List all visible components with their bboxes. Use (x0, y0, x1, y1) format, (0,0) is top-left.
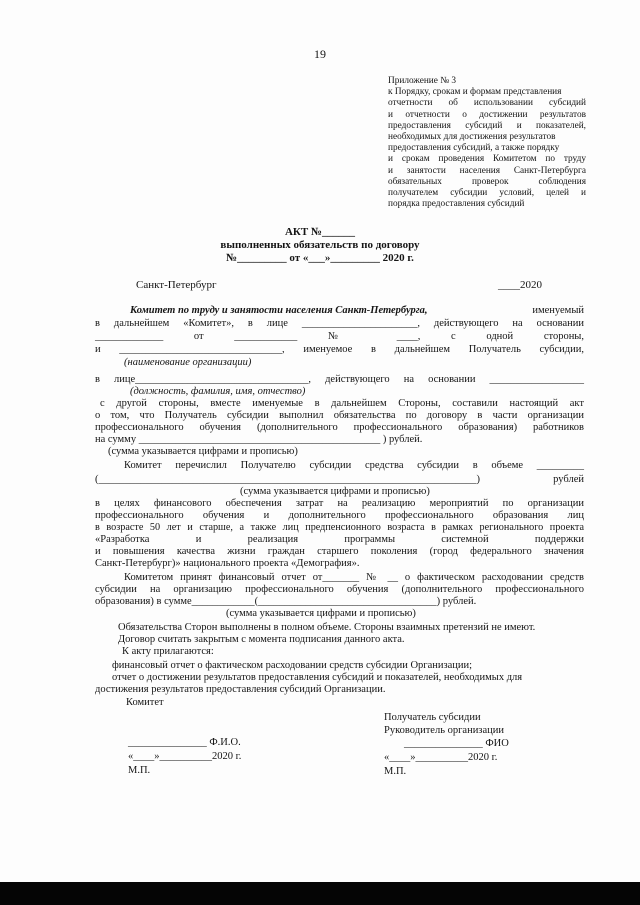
attachment-financial-report: финансовый отчет о фактическом расходовании средств субсидии Организации; (112, 660, 473, 671)
para4-line2: (________________________________________________________________________) рублей (95, 474, 584, 485)
annex-line: необходимых для достижения результатов (388, 132, 556, 143)
para2-line1: в лице_________________________________, действующего на основании __________________ (95, 374, 584, 385)
para6-line1: Комитетом принят финансовый отчет от_______ № __ о фактическом расходовании средств (124, 572, 584, 583)
sign-recipient-title: Получатель субсидии (384, 712, 481, 723)
para5-line4: «Разработка и реализация программы системной поддержки (95, 534, 584, 545)
para5-line3: в возрасте 50 лет и старше, а также лиц предпенсионного возраста в рамках регионального проекта (95, 522, 584, 533)
para1-line4: и _______________________________, именуемое в дальнейшем Получатель субсидии, (95, 344, 584, 355)
para1-line2: в дальнейшем «Комитет», в лице ______________________, действующего на основании (95, 318, 584, 329)
scan-border (0, 882, 640, 905)
sign-committee-date: «____»__________2020 г. (128, 751, 242, 762)
page-number: 19 (314, 47, 326, 61)
contract-closed: Договор считать закрытым с момента подписания данного акта. (118, 634, 405, 645)
sign-recipient-role: Руководитель организации (384, 725, 504, 736)
para5-line6: Санкт-Петербург)» национального проекта «Демография». (95, 558, 360, 569)
annex-line: обязательных проверок соблюдения (388, 176, 586, 187)
attachment-results-report-line1: отчет о достижении результатов предоставления субсидий и показателей, необходимых для (112, 672, 523, 683)
act-contract-number: №_________ от «___»_________ 2020 г. (226, 252, 414, 264)
act-title: АКТ №______ (284, 226, 356, 238)
annex-heading: Приложение № 3 (388, 76, 457, 86)
position-caption: (должность, фамилия, имя, отчество) (130, 386, 306, 397)
annex-line: получателем субсидии условий, целей и (388, 188, 586, 199)
para6-line2: субсидии на организацию профессионального обучения (дополнительного профессионального (95, 584, 584, 595)
annex-line: к Порядку, срокам и формам представления (388, 87, 562, 98)
para1-line3: _____________ от ____________ № ____, с одной стороны, (95, 331, 584, 342)
amount-caption-3: (сумма указывается цифрами и прописью) (226, 608, 416, 619)
annex-line: отчетности об использовании субсидий (388, 98, 586, 109)
obligations-fulfilled: Обязательства Сторон выполнены в полном объеме. Стороны взаимных претензий не имеют. (118, 622, 536, 633)
sign-recipient-fio: _______________ ФИО (404, 738, 509, 749)
para5-line2: профессионального обучения и дополнительного профессионального образования лиц (95, 510, 584, 521)
para1-rest: именуемый (532, 305, 584, 316)
para5-line5: и повышения качества жизни граждан старшего поколения (город федерального значения (95, 546, 584, 557)
para4-text: Комитет перечислил Получателю субсидии средства субсидии в объеме _________ (124, 460, 584, 471)
para5-line1: в целях финансового обеспечения затрат на реализацию мероприятий по организации (95, 498, 584, 509)
para1-line1 (130, 305, 584, 317)
sign-recipient-date: «____»__________2020 г. (384, 752, 498, 763)
para3-line1: с другой стороны, вместе именуемые в дальнейшем Стороны, составили настоящий акт (100, 398, 584, 409)
sign-committee-stamp: М.П. (128, 765, 151, 776)
para4-line1 (124, 460, 584, 472)
sign-recipient-stamp: М.П. (384, 766, 407, 777)
para3-line4: на сумму ______________________________________________ ) рублей. (95, 434, 423, 445)
attachment-results-report-line2: достижения результатов предоставления субсидий Организации. (95, 684, 386, 695)
annex-block (388, 76, 586, 210)
para6-line3: образования) в сумме____________(__________________________________) рублей. (95, 596, 477, 607)
para3-line2: о том, что Получатель субсидии выполнил обязательства по договору в части организации (95, 410, 584, 421)
committee-name: Комитет по труду и занятости населения Санкт-Петербурга, (130, 305, 428, 316)
sign-committee-title: Комитет (126, 697, 164, 708)
amount-caption-2: (сумма указывается цифрами и прописью) (240, 486, 430, 497)
sign-committee-fio: _______________ Ф.И.О. (128, 737, 241, 748)
annex-line: и срокам проведения Комитетом по труду (388, 154, 586, 165)
annex-line: и отчетности о достижении результатов (388, 109, 586, 120)
annex-line: предоставления субсидий и показателей, (388, 120, 586, 131)
annex-line: и занятости населения Санкт-Петербурга (388, 165, 586, 176)
para3-line3: профессионального обучения (дополнительного профессионального образования) работников (95, 422, 584, 433)
org-name-caption: (наименование организации) (124, 357, 252, 368)
city: Санкт-Петербург (136, 279, 217, 291)
annex-line: порядка предоставления субсидий (388, 199, 525, 210)
act-subtitle: выполненных обязательств по договору (220, 239, 420, 251)
attachments-heading: К акту прилагаются: (122, 646, 214, 657)
amount-caption: (сумма указывается цифрами и прописью) (108, 446, 298, 457)
date-right: ____2020 (498, 279, 542, 291)
annex-line: предоставления субсидий, а также порядку (388, 143, 560, 154)
